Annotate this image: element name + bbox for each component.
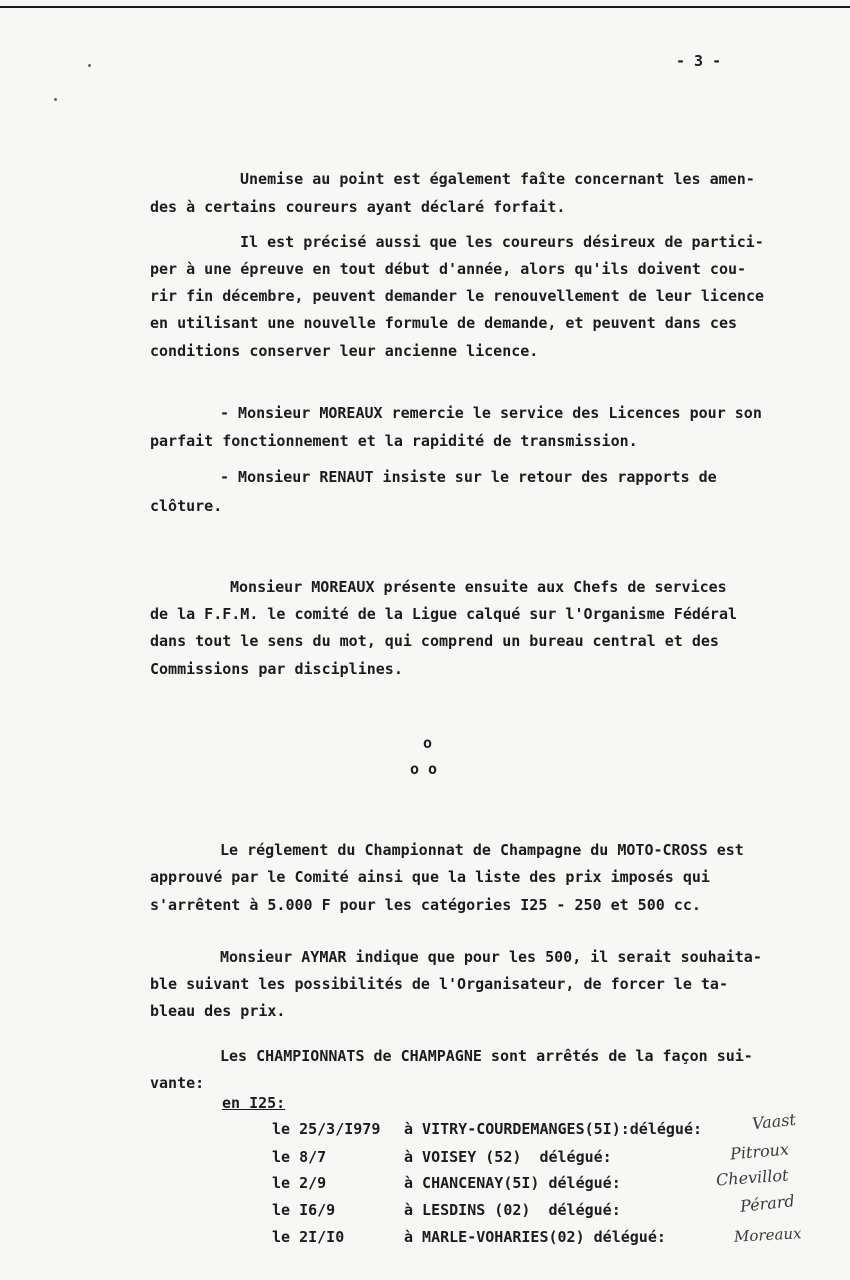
p2-line-4: en utilisant une nouvelle formule de demande, et peuvent dans ces <box>150 314 737 332</box>
p3-line-1: - Monsieur MOREAUX remercie le service des Licences pour son <box>220 404 762 422</box>
p8-line-1: Les CHAMPIONNATS de CHAMPAGNE sont arrêtés de la façon sui- <box>220 1047 753 1065</box>
p2-line-1: Il est précisé aussi que les coureurs désireux de partici- <box>240 233 764 251</box>
p2-line-5: conditions conserver leur ancienne licence. <box>150 342 539 360</box>
p8-line-2: vante: <box>150 1074 205 1092</box>
schedule-row-4-place: à LESDINS (02) délégué: <box>404 1201 621 1219</box>
schedule-row-1-place: à VITRY-COURDEMANGES(5I):délégué: <box>404 1120 703 1138</box>
p1-line-2: des à certains coureurs ayant déclaré forfait. <box>150 198 566 216</box>
p5-line-3: dans tout le sens du mot, qui comprend un bureau central et des <box>150 632 719 650</box>
p5-line-4: Commissions par disciplines. <box>150 660 403 678</box>
p7-line-2: ble suivant les possibilités de l'Organisateur, de forcer le ta- <box>150 975 728 993</box>
schedule-row-5-place: à MARLE-VOHARIES(02) délégué: <box>404 1228 666 1246</box>
separator-bottom: o o <box>410 760 438 778</box>
schedule-row-5-date: le 2I/I0 <box>272 1228 345 1246</box>
schedule-heading: en I25: <box>222 1094 286 1112</box>
p7-line-3: bleau des prix. <box>150 1002 286 1020</box>
schedule-row-3-place: à CHANCENAY(5I) délégué: <box>404 1174 621 1192</box>
schedule-row-2-place: à VOISEY (52) délégué: <box>404 1148 612 1166</box>
schedule-row-2-date: le 8/7 <box>272 1148 327 1166</box>
p2-line-2: per à une épreuve en tout début d'année, alors qu'ils doivent cou- <box>150 260 747 278</box>
p6-line-3: s'arrêtent à 5.000 F pour les catégories I25 - 250 et 500 cc. <box>150 896 701 914</box>
page-top-edge <box>0 6 850 8</box>
p3-line-2: parfait fonctionnement et la rapidité de transmission. <box>150 432 638 450</box>
p2-line-3: rir fin décembre, peuvent demander le renouvellement de leur licence <box>150 287 765 305</box>
p6-line-2: approuvé par le Comité ainsi que la liste des prix imposés qui <box>150 868 710 886</box>
separator-top: o <box>423 734 433 752</box>
schedule-row-3-date: le 2/9 <box>272 1174 327 1192</box>
schedule-row-2-delegate: Pitroux <box>729 1139 790 1164</box>
p7-line-1: Monsieur AYMAR indique que pour les 500, il serait souhaita- <box>220 948 762 966</box>
p4-line-1: - Monsieur RENAUT insiste sur le retour des rapports de <box>220 468 717 486</box>
page-number: - 3 - <box>676 52 722 70</box>
paper-speck <box>88 64 91 67</box>
schedule-row-4-delegate: Pérard <box>739 1191 796 1216</box>
p5-line-2: de la F.F.M. le comité de la Ligue calqué sur l'Organisme Fédéral <box>150 605 737 623</box>
schedule-row-5-delegate: Moreaux <box>733 1224 802 1246</box>
schedule-row-4-date: le I6/9 <box>272 1201 336 1219</box>
schedule-row-1-date: le 25/3/I979 <box>272 1120 381 1138</box>
p4-line-2: clôture. <box>150 497 223 515</box>
paper-speck <box>54 98 57 101</box>
schedule-row-3-delegate: Chevillot <box>715 1165 790 1190</box>
schedule-row-1-delegate: Vaast <box>751 1109 797 1134</box>
p1-line-1: Unemise au point est également faîte concernant les amen- <box>240 170 755 188</box>
p6-line-1: Le réglement du Championnat de Champagne du MOTO-CROSS est <box>220 841 744 859</box>
p5-line-1: Monsieur MOREAUX présente ensuite aux Chefs de services <box>230 578 727 596</box>
